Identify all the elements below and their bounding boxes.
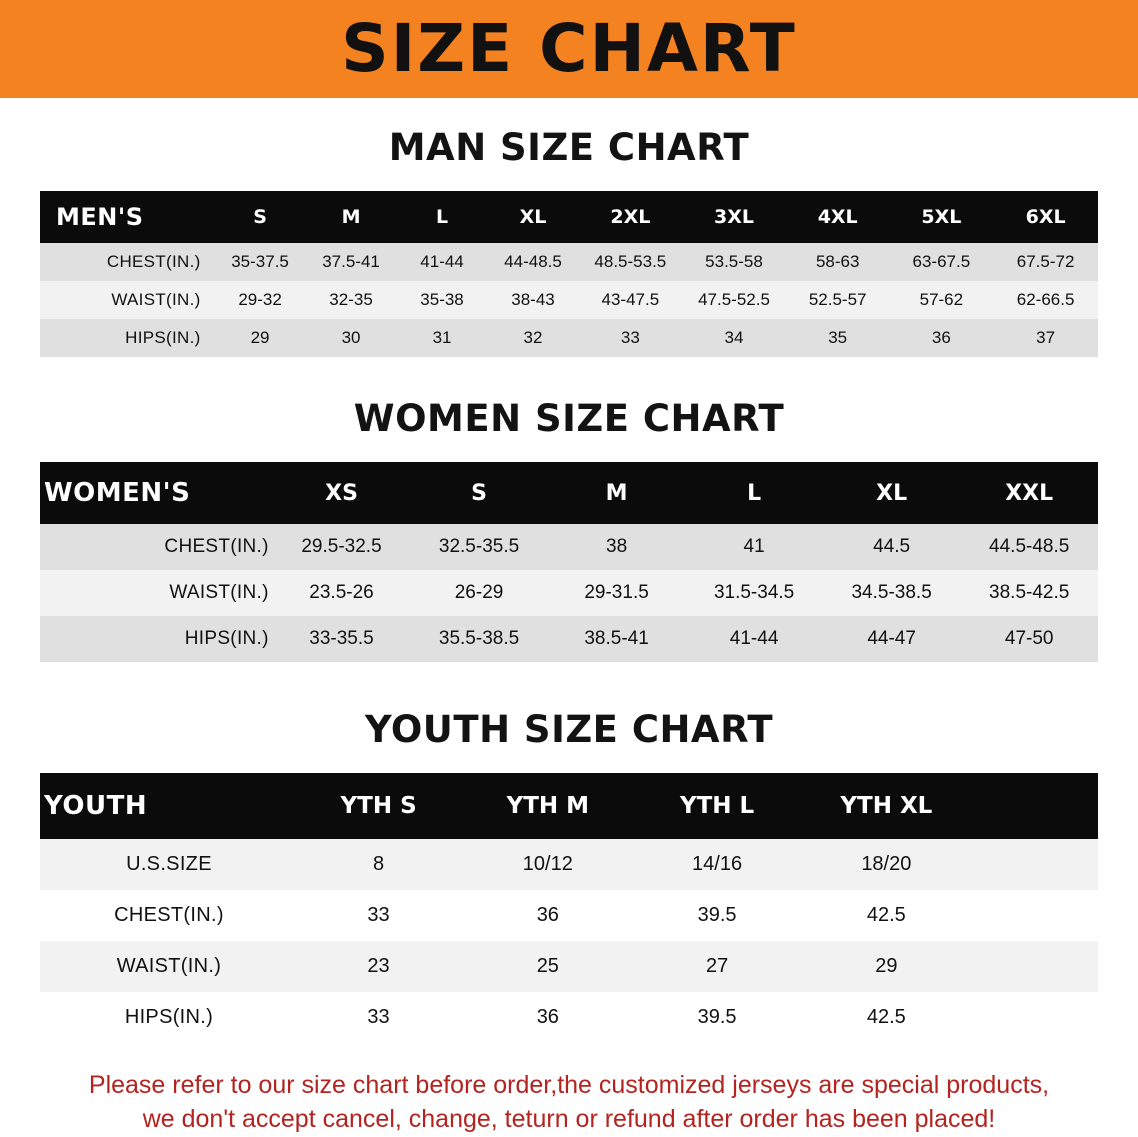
table-cell: 36: [536, 904, 559, 926]
men-header-xl: XL: [488, 191, 579, 243]
table-cell: 44-47: [823, 616, 961, 662]
table-cell: 52.5-57: [786, 281, 890, 319]
page-banner: [0, 0, 1138, 98]
men-header-label: MEN'S: [40, 191, 215, 243]
youth-row-label-waist: WAIST(IN.): [40, 941, 294, 992]
table-cell: 47-50: [960, 616, 1098, 662]
youth-table-wrapper: [0, 773, 1138, 1043]
table-cell-spacer: [971, 890, 1098, 941]
men-header-s: S: [215, 191, 306, 243]
table-cell: 41: [685, 524, 823, 570]
table-cell: 27: [632, 941, 801, 992]
disclaimer-line-1: Please refer to our size chart before order,the customized jerseys are special products,: [88, 1071, 1050, 1099]
table-cell: 42.5: [866, 904, 906, 926]
table-cell: 53.5-58: [682, 243, 786, 281]
table-cell: 48.5-53.5: [579, 243, 683, 281]
table-cell: 35.5-38.5: [410, 616, 548, 662]
man-section-heading: MAN SIZE CHART: [388, 126, 750, 169]
table-cell-spacer: [971, 941, 1098, 992]
table-cell: 33-35.5: [273, 616, 411, 662]
women-row-label-chest: CHEST(IN.): [40, 524, 273, 570]
table-row: [40, 890, 1098, 941]
women-section-heading: WOMEN SIZE CHART: [353, 397, 785, 440]
table-cell: 35-38: [397, 281, 488, 319]
table-cell: 36: [890, 319, 994, 357]
men-row-label-waist: WAIST(IN.): [40, 281, 215, 319]
youth-section-heading: YOUTH SIZE CHART: [364, 708, 774, 751]
table-cell: 32: [488, 319, 579, 357]
table-cell: 33: [579, 319, 683, 357]
table-cell: 38: [548, 524, 686, 570]
table-row: [40, 616, 1098, 662]
table-cell: 35-37.5: [215, 243, 306, 281]
men-header-l: L: [397, 191, 488, 243]
man-table-wrapper: [0, 191, 1138, 357]
table-cell: 67.5-72: [993, 243, 1098, 281]
table-cell: 38.5-41: [548, 616, 686, 662]
table-cell: 32-35: [306, 281, 397, 319]
table-cell: 34.5-38.5: [823, 570, 961, 616]
men-header-6xl: 6XL: [993, 191, 1098, 243]
table-cell: 37: [993, 319, 1098, 357]
table-cell: 26-29: [410, 570, 548, 616]
table-row: [40, 243, 1098, 281]
table-cell: 33: [367, 1006, 390, 1028]
table-cell: 29-32: [215, 281, 306, 319]
table-cell-spacer: [971, 839, 1098, 890]
table-cell: 35: [786, 319, 890, 357]
table-cell: 42.5: [866, 1006, 906, 1028]
table-cell: 10/12: [463, 839, 632, 890]
women-row-label-hips: HIPS(IN.): [40, 616, 273, 662]
youth-header-yth-m: YTH M: [463, 773, 632, 839]
youth-header-spacer: [971, 773, 1098, 839]
men-row-label-chest: CHEST(IN.): [40, 243, 215, 281]
table-cell: 58-63: [786, 243, 890, 281]
table-cell: 63-67.5: [890, 243, 994, 281]
table-header-row: [40, 462, 1098, 524]
table-header-row: [40, 773, 1098, 839]
women-table-wrapper: [0, 462, 1138, 662]
table-cell: 47.5-52.5: [682, 281, 786, 319]
page-title: SIZE CHART: [341, 10, 797, 87]
men-header-4xl: 4XL: [786, 191, 890, 243]
table-row: [40, 570, 1098, 616]
women-header-label: WOMEN'S: [40, 462, 273, 524]
table-cell: 57-62: [890, 281, 994, 319]
men-header-m: M: [306, 191, 397, 243]
youth-header-yth-s: YTH S: [294, 773, 463, 839]
youth-header-label: YOUTH: [40, 773, 294, 839]
table-cell: 18/20: [802, 839, 971, 890]
women-header-l: L: [685, 462, 823, 524]
table-cell: 29-31.5: [548, 570, 686, 616]
table-cell: 36: [536, 1006, 559, 1028]
table-cell: 39.5: [697, 904, 737, 926]
youth-header-yth-xl: YTH XL: [802, 773, 971, 839]
disclaimer-line-2: we don't accept cancel, change, teturn or refund after order has been placed!: [142, 1104, 996, 1133]
women-header-s: S: [410, 462, 548, 524]
table-cell: 29.5-32.5: [273, 524, 411, 570]
disclaimer-note: [40, 1069, 1098, 1137]
table-cell: 41-44: [397, 243, 488, 281]
table-cell: 29: [802, 941, 971, 992]
table-cell: 30: [306, 319, 397, 357]
table-cell: 8: [294, 839, 463, 890]
table-header-row: [40, 191, 1098, 243]
man-size-table: [40, 191, 1098, 357]
table-row: [40, 839, 1098, 890]
women-row-label-waist: WAIST(IN.): [40, 570, 273, 616]
women-header-xxl: XXL: [960, 462, 1098, 524]
youth-row-label-hips: HIPS(IN.): [124, 1006, 214, 1028]
youth-row-label-us-size: U.S.SIZE: [40, 839, 294, 890]
men-header-3xl: 3XL: [682, 191, 786, 243]
table-cell: 33: [367, 904, 390, 926]
youth-row-label-chest: CHEST(IN.): [114, 904, 224, 926]
table-cell: 44-48.5: [488, 243, 579, 281]
table-cell: 23: [294, 941, 463, 992]
table-cell: 38-43: [488, 281, 579, 319]
table-row: [40, 941, 1098, 992]
table-cell: 62-66.5: [993, 281, 1098, 319]
women-header-xs: XS: [273, 462, 411, 524]
table-cell-spacer: [971, 992, 1098, 1043]
women-size-table: [40, 462, 1098, 662]
table-cell: 14/16: [632, 839, 801, 890]
table-row: [40, 281, 1098, 319]
table-cell: 32.5-35.5: [410, 524, 548, 570]
women-header-m: M: [548, 462, 686, 524]
table-cell: 43-47.5: [579, 281, 683, 319]
table-cell: 38.5-42.5: [960, 570, 1098, 616]
men-header-2xl: 2XL: [579, 191, 683, 243]
table-cell: 31.5-34.5: [685, 570, 823, 616]
table-cell: 31: [397, 319, 488, 357]
men-header-5xl: 5XL: [890, 191, 994, 243]
table-row: [40, 992, 1098, 1043]
table-cell: 39.5: [697, 1006, 737, 1028]
youth-header-yth-l: YTH L: [632, 773, 801, 839]
table-cell: 44.5-48.5: [960, 524, 1098, 570]
table-cell: 44.5: [823, 524, 961, 570]
table-row: [40, 524, 1098, 570]
men-row-label-hips: HIPS(IN.): [40, 319, 215, 357]
youth-size-table: [40, 773, 1098, 1043]
table-row: [40, 319, 1098, 357]
table-cell: 25: [463, 941, 632, 992]
table-cell: 29: [215, 319, 306, 357]
table-cell: 37.5-41: [306, 243, 397, 281]
table-cell: 34: [682, 319, 786, 357]
women-header-xl: XL: [823, 462, 961, 524]
table-cell: 23.5-26: [273, 570, 411, 616]
table-cell: 41-44: [685, 616, 823, 662]
